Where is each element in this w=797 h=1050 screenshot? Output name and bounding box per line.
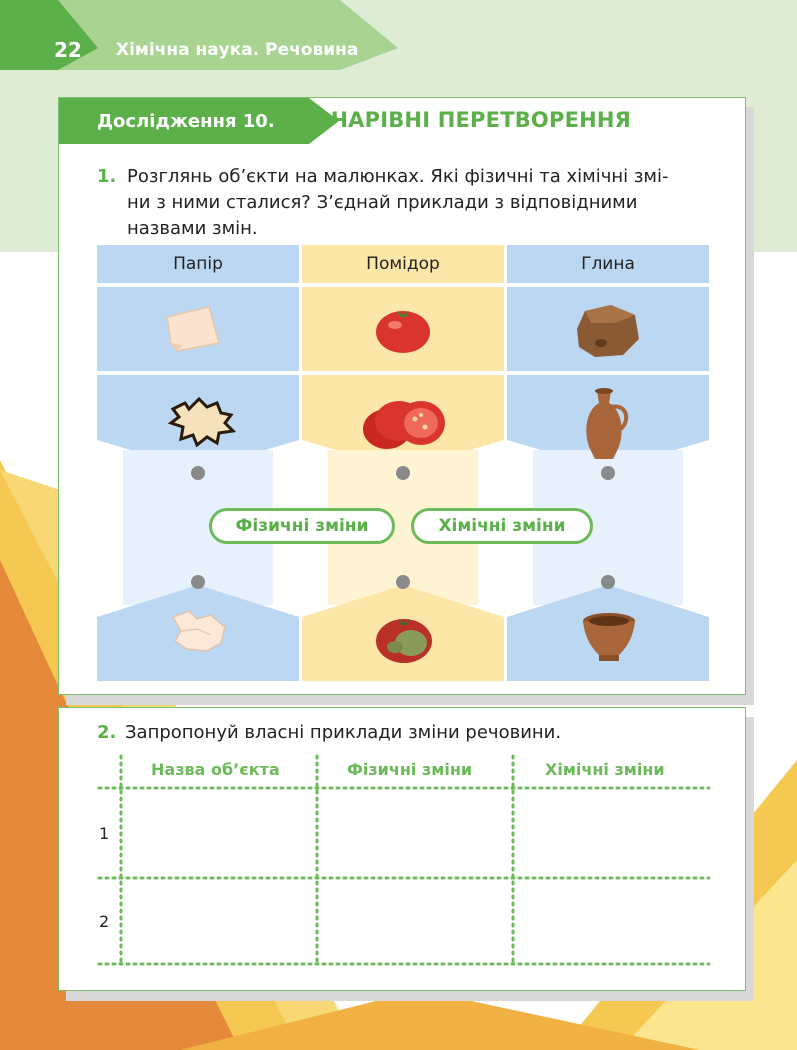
paper-sheet-icon (163, 303, 223, 353)
research-card (58, 97, 746, 695)
answer-cell-1-object[interactable] (125, 792, 313, 874)
task1-line-1: Розглянь об’єкти на малюнках. Які фізичні та хімічні змі- (127, 166, 669, 187)
task2-card (58, 707, 746, 991)
chemical-changes-option[interactable]: Хімічні зміни (411, 508, 593, 544)
table-header-physical: Фізичні зміни (347, 760, 473, 779)
answer-cell-2-chemical[interactable] (517, 882, 707, 960)
research-title: ЧАРІВНІ ПЕРЕТВОРЕННЯ (331, 108, 632, 132)
burnt-paper-icon (167, 395, 237, 447)
clay-pot-icon (581, 611, 637, 663)
task1-line-2: ни з ними сталися? З’єднай приклади з відповідними (127, 192, 638, 213)
column-header-paper: Папір (173, 254, 223, 274)
crumpled-paper-icon (167, 607, 229, 655)
physical-changes-option[interactable]: Фізичні зміни (209, 508, 395, 544)
rotten-tomato-icon (373, 611, 435, 665)
clay-lump-icon (571, 301, 643, 361)
sliced-tomato-icon (359, 389, 451, 455)
clay-jug-icon (579, 385, 637, 463)
table-header-object: Назва об’єкта (151, 760, 280, 779)
task2-number: 2. (97, 722, 117, 743)
column-header-clay: Глина (581, 254, 635, 274)
answer-cell-1-physical[interactable] (321, 792, 509, 874)
research-label: Дослідження 10. (97, 111, 275, 132)
table-header-chemical: Хімічні зміни (545, 760, 665, 779)
matching-grid (97, 245, 709, 685)
tomato-icon (373, 303, 433, 355)
column-header-tomato: Помідор (366, 254, 440, 274)
table-row-number-1: 1 (99, 824, 110, 843)
task2-text: Запропонуй власні приклади зміни речовини. (125, 722, 562, 743)
table-row-number-2: 2 (99, 912, 110, 931)
answer-cell-2-physical[interactable] (321, 882, 509, 960)
answer-cell-2-object[interactable] (125, 882, 313, 960)
task1-text (127, 164, 669, 242)
task1-line-3: назвами змін. (127, 218, 258, 239)
page-number: 22 (54, 38, 82, 62)
task1-number: 1. (97, 166, 117, 187)
chapter-title: Хімічна наука. Речовина (116, 40, 359, 60)
answer-cell-1-chemical[interactable] (517, 792, 707, 874)
